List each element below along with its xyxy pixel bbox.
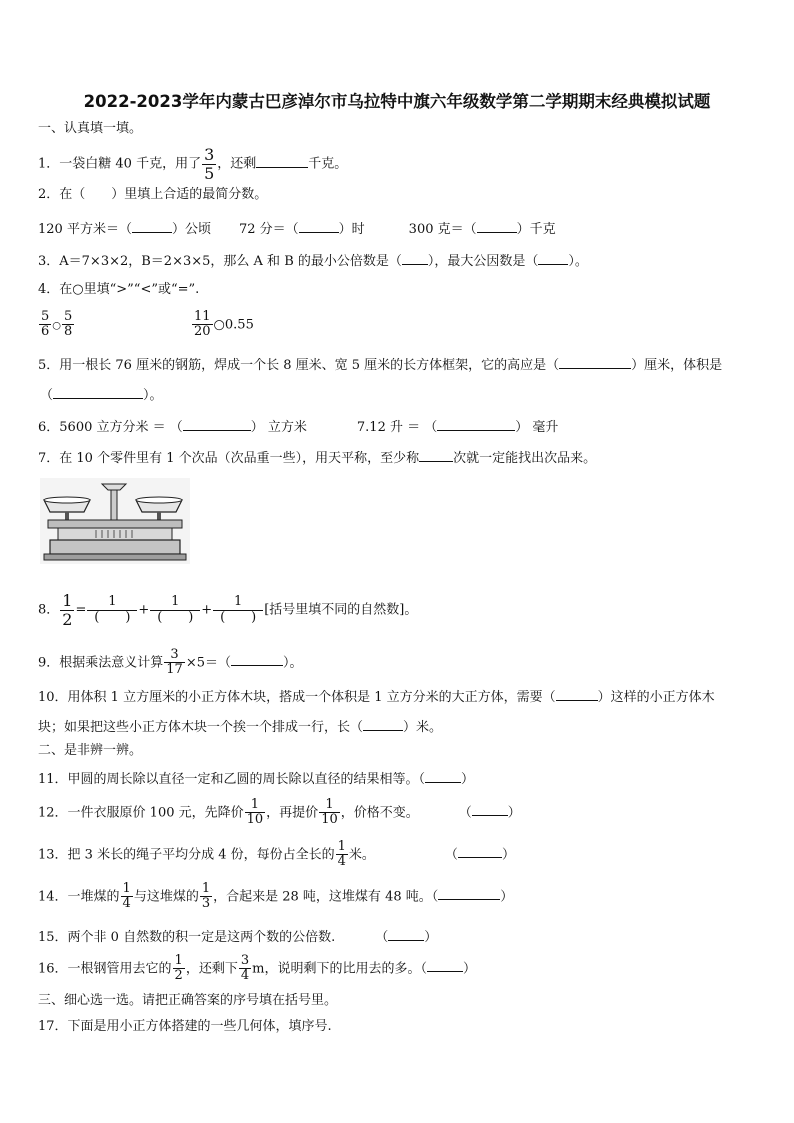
answer-blank[interactable] bbox=[437, 418, 515, 431]
question-10-cont: 块；如果把这些小正方体木块一个挨一个排成一行，长（ ）米。 bbox=[38, 720, 443, 735]
answer-blank[interactable] bbox=[183, 418, 251, 431]
section-heading-1: 一、认真填一填。 bbox=[38, 121, 143, 136]
answer-blank[interactable] bbox=[472, 803, 508, 816]
answer-blank[interactable] bbox=[53, 386, 143, 399]
question-5: 5．用一根长 76 厘米的钢筋，焊成一个长 8 厘米、宽 5 厘米的长方体框架，它的高应是（ ）厘米，体积是 bbox=[38, 358, 723, 373]
question-11: 11．甲圆的周长除以直径一定和乙圆的周长除以直径的结果相等。（ ） bbox=[38, 772, 475, 787]
question-17: 17．下面是用小正方体搭建的一些几何体，填序号. bbox=[38, 1019, 332, 1034]
answer-blank[interactable] bbox=[556, 688, 598, 701]
answer-blank[interactable] bbox=[256, 155, 308, 168]
question-3: 3．A＝7×3×2，B＝2×3×5，那么 A 和 B 的最小公倍数是（ ），最大公因数是（ ）。 bbox=[38, 254, 588, 269]
question-9: 9．根据乘法意义计算 $\frac{3}{17}$ ×5＝（ ）。 bbox=[38, 647, 303, 678]
question-5-cont: （ ）。 bbox=[40, 388, 163, 403]
answer-blank[interactable] bbox=[425, 770, 461, 783]
question-14: 14．一堆煤的 $\frac{1}{4}$ 与这堆煤的 $\frac{1}{3}$ ，合起来是 28 吨，这堆煤有 48 吨。（ ） bbox=[38, 881, 514, 912]
question-16: 16．一根钢管用去它的 $\frac{1}{2}$ ，还剩下 $\frac{3}{4}$ m，说明剩下的比用去的多。（ ） bbox=[38, 953, 476, 984]
answer-blank[interactable] bbox=[132, 220, 172, 233]
question-13: 13．把 3 米长的绳子平均分成 4 份，每份占全长的 $\frac{1}{4}$ 米。 （ ） bbox=[38, 839, 515, 870]
answer-blank[interactable] bbox=[427, 959, 463, 972]
answer-blank[interactable] bbox=[559, 356, 631, 369]
answer-blank[interactable] bbox=[299, 220, 339, 233]
answer-blank[interactable] bbox=[538, 252, 568, 265]
section-heading-2: 二、是非辨一辨。 bbox=[38, 743, 143, 758]
answer-blank[interactable] bbox=[363, 718, 403, 731]
answer-blank[interactable] bbox=[419, 449, 453, 462]
answer-blank[interactable] bbox=[231, 653, 283, 666]
question-2: 2．在（ ）里填上合适的最简分数。 bbox=[38, 187, 268, 202]
section-heading-3: 三、细心选一选。请把正确答案的序号填在括号里。 bbox=[38, 993, 338, 1008]
question-12: 12．一件衣服原价 100 元，先降价 $\frac{1}{10}$ ，再提价 $\frac{1}{10}$ ，价格不变。 （ ） bbox=[38, 797, 521, 828]
answer-blank[interactable] bbox=[388, 928, 424, 941]
question-4-compare-1: $\frac{5}{6}$ ○ $\frac{5}{8}$ bbox=[41, 309, 73, 340]
question-15: 15．两个非 0 自然数的积一定是这两个数的公倍数. （ ） bbox=[38, 930, 438, 945]
page-title: 2022-2023学年内蒙古巴彦淖尔市乌拉特中旗六年级数学第二学期期末经典模拟试题 bbox=[83, 92, 711, 111]
question-1: 1．一袋白糖 40 千克，用了 $\frac{3}{5}$ ，还剩 千克。 bbox=[38, 145, 348, 183]
question-2-items: 120 平方米＝（ ）公顷 72 分＝（ ）时 300 克＝（ ）千克 bbox=[38, 222, 556, 237]
question-8: 8． $\frac{1}{2}$ = $\frac{1}{( )}$ + $\frac{1}{( )}$ + $\frac{1}{( )}$ [括号里填不同的自然数]。 bbox=[38, 591, 418, 629]
question-7: 7．在 10 个零件里有 1 个次品（次品重一些），用天平称，至少称 次就一定能找出次品来。 bbox=[38, 451, 597, 466]
balance-scale-image bbox=[40, 478, 190, 564]
question-4-compare-2: $\frac{11}{20}$ ○0.55 bbox=[194, 309, 254, 340]
answer-blank[interactable] bbox=[438, 887, 500, 900]
question-6: 6．5600 立方分米 ＝ （ ） 立方米 7.12 升 ＝ （ ） 毫升 bbox=[38, 420, 559, 435]
fraction: $\frac{3}{5}$ bbox=[204, 145, 215, 183]
answer-blank[interactable] bbox=[402, 252, 428, 265]
answer-blank[interactable] bbox=[477, 220, 517, 233]
answer-blank[interactable] bbox=[458, 845, 502, 858]
question-4: 4．在○里填“>”“<”或“=”. bbox=[38, 282, 200, 297]
question-10: 10．用体积 1 立方厘米的小正方体木块，搭成一个体积是 1 立方分米的大正方体，需要（ ）这样的小正方体木 bbox=[38, 690, 715, 705]
